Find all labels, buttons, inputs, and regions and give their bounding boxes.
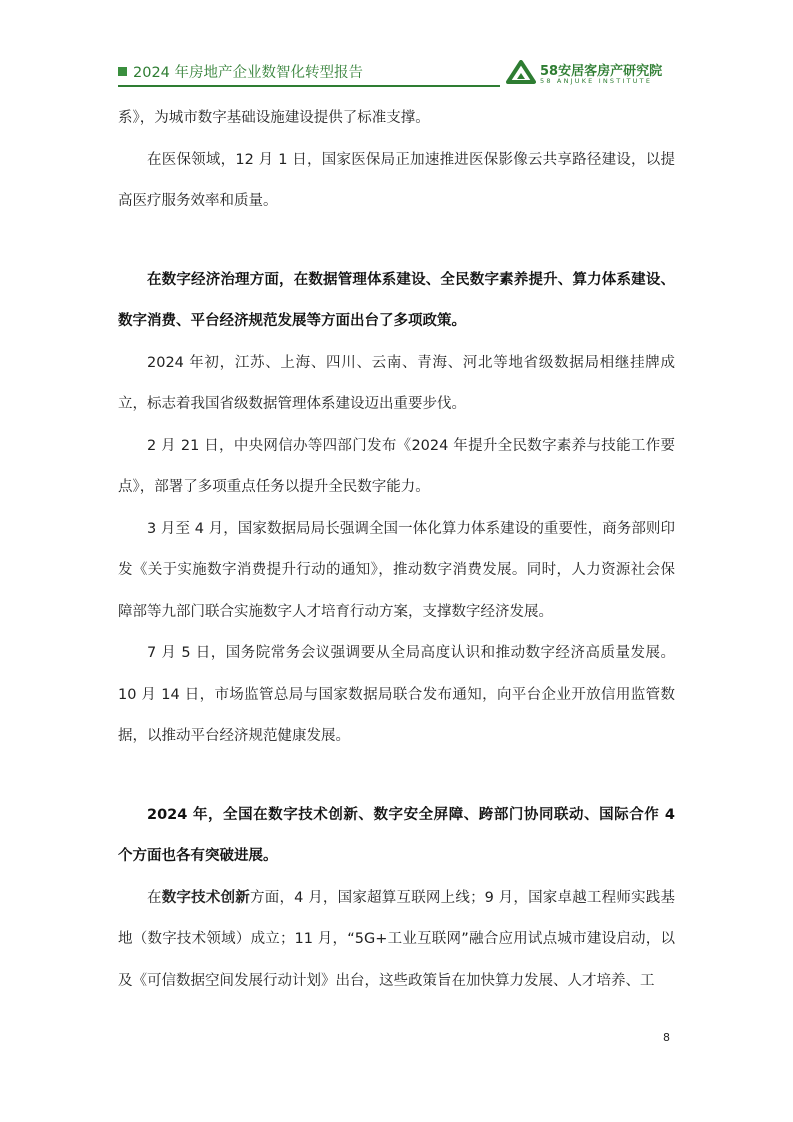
emphasis-text: 数字技术创新 — [161, 889, 251, 906]
paragraph — [118, 878, 675, 1003]
paragraph: 7 月 5 日，国务院常务会议强调要从全局高度认识和推动数字经济高质量发展。10 月 14 日，市场监管总局与国家数据局联合发布通知，向平台企业开放信用监管数据，以推动平台经济规范健康发展。 — [118, 645, 675, 744]
header-bullet-icon — [118, 67, 127, 76]
paragraph-gap — [118, 223, 675, 260]
paragraph: 2024 年初，江苏、上海、四川、云南、青海、河北等地省级数据局相继挂牌成立，标志着我国省级数据管理体系建设迈出重要步伐。 — [118, 354, 675, 412]
institute-logo — [506, 58, 663, 88]
paragraph: 在医保领域，12 月 1 日，国家医保局正加速推进医保影像云共享路径建设，以提高医疗服务效率和质量。 — [118, 151, 675, 209]
report-title: 2024 年房地产企业数智化转型报告 — [133, 65, 364, 81]
paragraph-lead: 在 — [147, 889, 162, 906]
page-header — [118, 58, 673, 88]
document-body — [118, 98, 675, 1002]
page-number: 8 — [663, 1031, 670, 1044]
paragraph-text: 方面，4 月，国家超算互联网上线；9 月，国家卓越工程师实践基地（数字技术领域）成立；11 月，“5G+工业互联网”融合应用试点城市建设启动，以及《可信数据空间发展行动计划》出台，这些政策旨在加快算力发展、人才培养、工 — [118, 889, 676, 989]
paragraph: 系》，为城市数字基础设施建设提供了标准支撑。 — [118, 110, 430, 126]
logo-english-name: 58 ANJUKE INSTITUTE — [540, 77, 653, 85]
header-divider — [118, 85, 500, 87]
section-heading: 在数字经济治理方面，在数据管理体系建设、全民数字素养提升、算力体系建设、数字消费、平台经济规范发展等方面出台了多项政策。 — [118, 271, 675, 329]
paragraph: 2 月 21 日，中央网信办等四部门发布《2024 年提升全民数字素养与技能工作要点》，部署了多项重点任务以提升全民数字能力。 — [118, 437, 675, 495]
section-heading: 2024 年，全国在数字技术创新、数字安全屏障、跨部门协同联动、国际合作 4 个方面也各有突破进展。 — [118, 806, 675, 864]
paragraph-gap — [118, 758, 675, 795]
triangle-logo-icon — [506, 60, 536, 84]
logo-chinese-name: 58安居客房产研究院 — [540, 64, 663, 79]
paragraph: 3 月至 4 月，国家数据局局长强调全国一体化算力体系建设的重要性，商务部则印发《关于实施数字消费提升行动的通知》，推动数字消费发展。同时，人力资源社会保障部等九部门联合实施数字人才培育行动方案，支撑数字经济发展。 — [118, 520, 675, 620]
